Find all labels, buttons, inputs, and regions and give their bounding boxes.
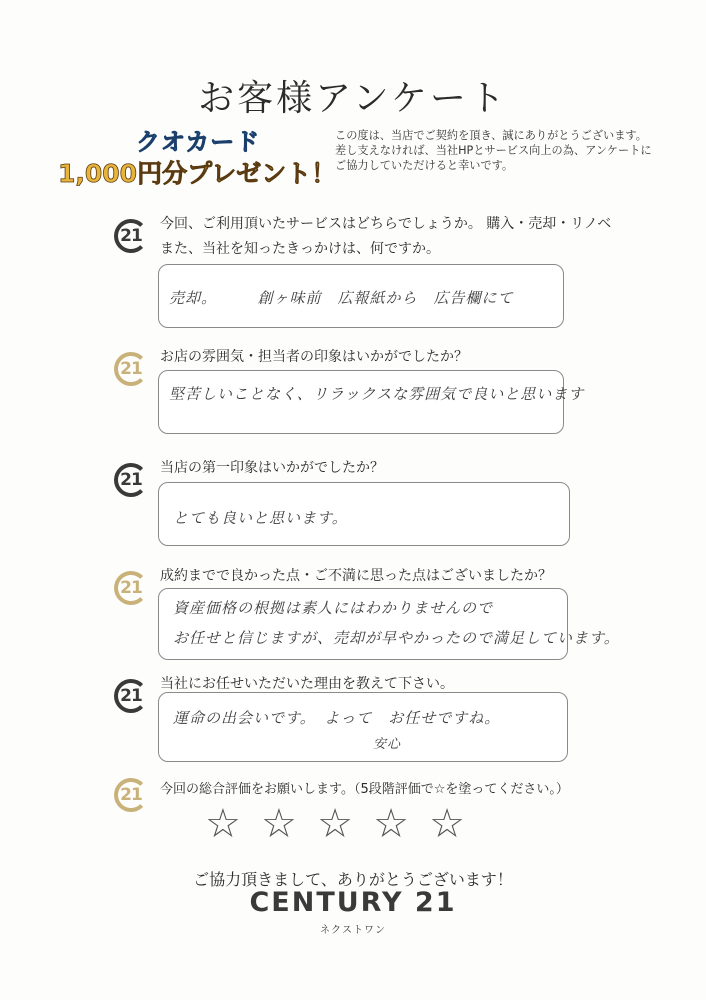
answer-box-1[interactable] xyxy=(158,264,564,328)
star-1-icon[interactable]: ☆ xyxy=(205,801,241,847)
promo-banner xyxy=(58,122,338,192)
question-2-line-1: お店の雰囲気・担当者の印象はいかがでしたか？ xyxy=(160,349,468,365)
answer-box-5[interactable] xyxy=(158,692,568,762)
century21-logo-icon: 21 xyxy=(114,679,148,713)
answer-5-text-line-2: 安心 xyxy=(373,737,402,752)
promo-line-1: クオカード xyxy=(136,128,261,156)
branch-name: ネクストワン xyxy=(320,925,386,936)
answer-3-text: とても良いと思います。 xyxy=(173,509,348,527)
question-1-line-2: また、当社を知ったきっかけは、何ですか。 xyxy=(160,241,440,257)
question-1-line-1: 今回、ご利用頂いたサービスはどちらでしょうか。 購入・売却・リノベ xyxy=(160,216,612,232)
answer-5-text-line-1: 運命の出会いです。 よって お任せですね。 xyxy=(173,709,501,727)
century21-logo-icon: 21 xyxy=(114,571,148,605)
century21-logo-icon: 21 xyxy=(114,463,148,497)
answer-box-2[interactable] xyxy=(158,370,585,434)
rating-label: 今回の総合評価をお願いします。（5段階評価で☆を塗ってください。） xyxy=(160,782,569,797)
question-3-line-1: 当店の第一印象はいかがでしたか？ xyxy=(160,460,384,476)
answer-2-text: 堅苦しいことなく、リラックスな雰囲気で良いと思います xyxy=(169,385,585,403)
star-4-icon[interactable]: ☆ xyxy=(373,801,409,847)
answer-box-4[interactable] xyxy=(158,588,620,660)
star-2-icon[interactable]: ☆ xyxy=(261,801,297,847)
promo-line-2: 1,000円分プレゼント！ xyxy=(58,159,337,188)
century21-logo-icon: 21 xyxy=(114,778,148,812)
star-rating[interactable] xyxy=(205,801,465,847)
star-5-icon[interactable]: ☆ xyxy=(429,801,465,847)
intro-text: この度は、当店でご契約を頂き、誠にありがとうございます。差し支えなければ、当社HPとサービス向上の為、アンケートにご協力していただけると幸いです。 xyxy=(335,129,652,172)
brand-logo: CENTURY 21 xyxy=(249,887,457,918)
question-5-line-1: 当社にお任せいただいた理由を教えて下さい。 xyxy=(160,676,454,692)
page-title: お客様アンケート xyxy=(198,78,508,119)
star-3-icon[interactable]: ☆ xyxy=(317,801,353,847)
question-4-line-1: 成約までで良かった点・ご不満に思った点はございましたか？ xyxy=(160,568,552,584)
thanks-text: ご協力頂きまして、ありがとうございます！ xyxy=(193,870,513,889)
answer-box-3[interactable] xyxy=(158,482,570,546)
answer-4-text-line-2: お任せと信じますが、売却が早やかったので満足しています。 xyxy=(173,629,620,647)
answer-1-text: 売却。 創ヶ味前 広報紙から 広告欄にて xyxy=(169,289,514,307)
century21-logo-icon: 21 xyxy=(114,219,148,253)
answer-4-text-line-1: 資産価格の根拠は素人にはわかりませんので xyxy=(173,599,494,617)
century21-logo-icon: 21 xyxy=(114,352,148,386)
